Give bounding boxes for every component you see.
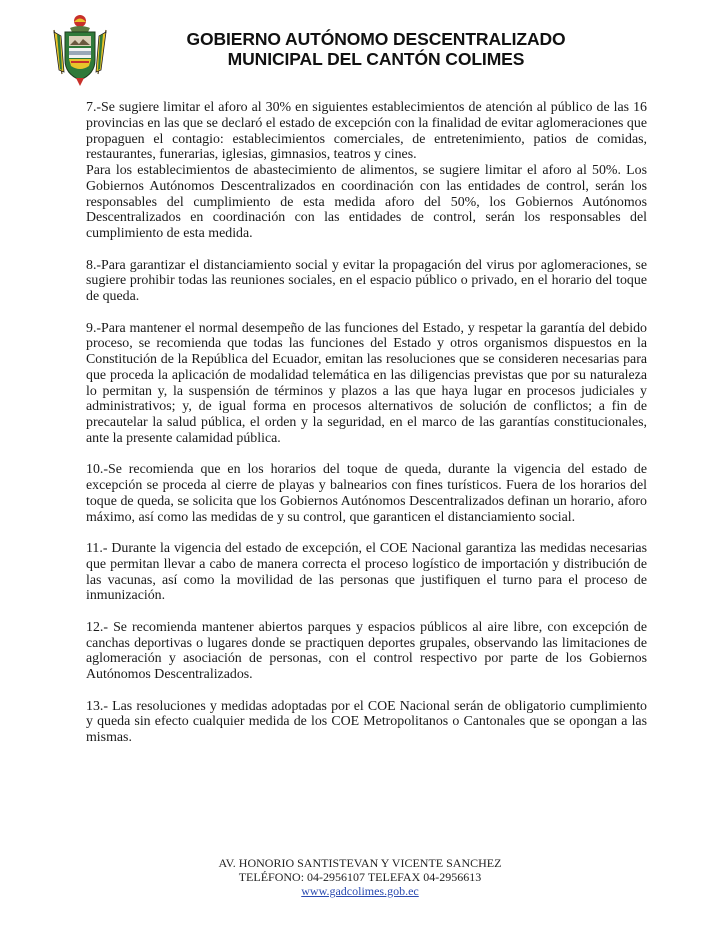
header-title-line-1: GOBIERNO AUTÓNOMO DESCENTRALIZADO <box>186 29 566 49</box>
footer-website-link[interactable]: www.gadcolimes.gob.ec <box>301 884 419 898</box>
footer-address: AV. HONORIO SANTISTEVAN Y VICENTE SANCHEZ <box>218 856 502 870</box>
coat-of-arms-icon <box>48 12 112 86</box>
document-body <box>86 100 647 746</box>
paragraph-12: 12.- Se recomienda mantener abiertos parques y espacios públicos al aire libre, con excepción de canchas deportivas o lugares donde se practiquen deportes grupales, observando las limitaciones de aglomeración y asociación de personas, con el control respectivo por parte de los Gobiernos Autónomos Descentralizados. <box>86 619 647 682</box>
document-footer <box>160 856 560 898</box>
document-header <box>130 29 622 69</box>
paragraph-8: 8.-Para garantizar el distanciamiento social y evitar la propagación del virus por aglomeraciones, se sugiere prohibir todas las reuniones sociales, en el espacio público o privado, en el horario del toque de queda. <box>86 257 647 304</box>
paragraph-7: 7.-Se sugiere limitar el aforo al 30% en siguientes establecimientos de atención al público de las 16 provincias en las que se declaró el estado de excepción con la finalidad de evitar aglomeraciones que propaguen el contagio: establecimientos comerciales, de entretenimiento, patios de comidas, restaurantes, funerarias, iglesias, gimnasios, teatros y cines. <box>86 100 647 163</box>
paragraph-7-continued: Para los establecimientos de abastecimiento de alimentos, se sugiere limitar el aforo al 50%. Los Gobiernos Autónomos Descentralizados en coordinación con las entidades de control, serán los responsables del cumplimiento de esta medida aforo del 50%, los Gobiernos Autónomos Descentralizados en coordinación con las entidades de control, serán los responsables del cumplimiento de esta medida. <box>86 163 647 241</box>
paragraph-13: 13.- Las resoluciones y medidas adoptadas por el COE Nacional serán de obligatorio cumplimiento y queda sin efecto cualquier medida de los COE Metropolitanos o Cantonales que se opongan a las mismas. <box>86 698 647 745</box>
paragraph-10: 10.-Se recomienda que en los horarios del toque de queda, durante la vigencia del estado de excepción se proceda al cierre de playas y balnearios con fines turísticos. Fuera de los horarios del toque de queda, se solicita que los Gobiernos Autónomos Descentralizados definan un horario, aforo máximo, así como las medidas de y su control, que garanticen el distanciamiento social. <box>86 462 647 525</box>
paragraph-9: 9.-Para mantener el normal desempeño de las funciones del Estado, y respetar la garantía del debido proceso, se recomienda que todas las funciones del Estado y otros organismos dispuestos en la Constitución de la República del Ecuador, emitan las resoluciones que se consideren necesarias para que proceda la aplicación de modalidad telemática en las diligencias previstas que por su naturaleza lo permitan y, la suspensión de términos y plazos a las que haya lugar en procesos judiciales y administrativos; y, de igual forma en procesos alternativos de solución de conflictos; a fin de precautelar la salud pública, el orden y la seguridad, en el marco de las garantías constitucionales, ante la presente calamidad pública. <box>86 320 647 446</box>
header-title-line-2: MUNICIPAL DEL CANTÓN COLIMES <box>227 49 525 69</box>
footer-phone: TELÉFONO: 04-2956107 TELEFAX 04-2956613 <box>238 870 482 884</box>
paragraph-11: 11.- Durante la vigencia del estado de excepción, el COE Nacional garantiza las medidas necesarias que permitan llevar a cabo de manera correcta el proceso logístico de importación y distribución de las vacunas, así como la movilidad de las personas que justifiquen el turno para el proceso de inmunización. <box>86 541 647 604</box>
